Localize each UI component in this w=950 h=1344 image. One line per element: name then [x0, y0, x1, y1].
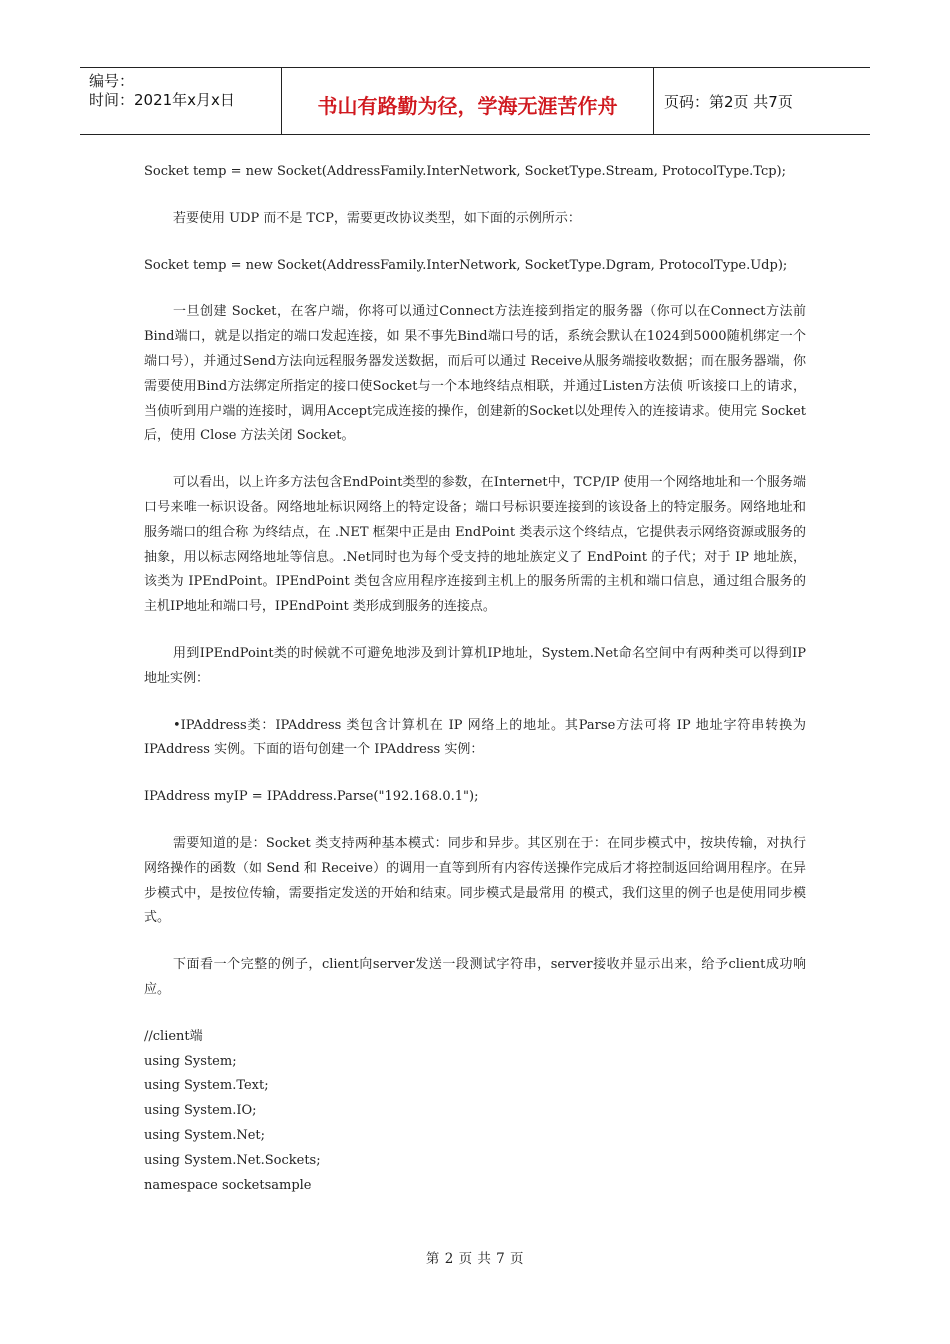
number-label: 编号：	[89, 72, 135, 90]
header-meta	[80, 68, 282, 134]
code-line-udp-socket: Socket temp = new Socket(AddressFamily.InterNetwork, SocketType.Dgram, ProtocolType.Udp);	[144, 257, 788, 273]
paragraph-socket-usage: 一旦创建 Socket，在客户端，你将可以通过Connect方法连接到指定的服务器（你可以在Connect方法前Bind端口，就是以指定的端口发起连接，如 果不事先Bind端口号的话，系统会默认在1024到5000随机绑定一个端口号），并通过Send方法向远程服务器发送数据，而后可以通过 Receive从服务端接收数据；而在服务器端，你需要使用Bind方法绑定所指定的接口使Socket与一个本地终结点相联，并通过Listen方法侦 听该接口上的请求，当侦听到用户端的连接时，调用Accept完成连接的操作，创建新的Socket以处理传入的连接请求。使用完 Socket 后，使用 Close 方法关闭 Socket。	[144, 304, 806, 444]
paragraph-sync-async: 需要知道的是：Socket 类支持两种基本模式：同步和异步。其区别在于：在同步模式中，按块传输，对执行网络操作的函数（如 Send 和 Receive）的调用一直等到所有内容传送操作完成后才将控制返回给调用程序。在异步模式中，是按位传输，需要指定发送的开始和结束。同步模式是最常用 的模式，我们这里的例子也是使用同步模式。	[144, 835, 806, 926]
code-line: using System;	[144, 1053, 237, 1069]
footer-page-number: 第 2 页 共 7 页	[425, 1251, 525, 1267]
code-line-ipaddress-parse: IPAddress myIP = IPAddress.Parse("192.168.0.1");	[144, 789, 479, 805]
code-line: using System.Text;	[144, 1078, 269, 1094]
page-footer	[0, 1247, 950, 1267]
header-motto: 书山有路勤为径，学海无涯苦作舟	[282, 68, 654, 134]
header-page-info: 页码：第2页 共7页	[664, 92, 793, 111]
time-label: 时间：2021年x月x日	[89, 91, 235, 109]
paragraph-ipaddress-class: •IPAddress类：IPAddress 类包含计算机在 IP 网络上的地址。其Parse方法可将 IP 地址字符串转换为 IPAddress 实例。下面的语句创建一个 IPAddress 实例：	[144, 717, 806, 758]
code-block-client	[144, 1025, 806, 1199]
paragraph-udp-note: 若要使用 UDP 而不是 TCP，需要更改协议类型，如下面的示例所示：	[173, 210, 581, 226]
code-line: using System.IO;	[144, 1103, 257, 1119]
document-body	[144, 160, 806, 1198]
page-header	[80, 67, 870, 135]
code-line: //client端	[144, 1028, 203, 1044]
paragraph-endpoint: 可以看出，以上许多方法包含EndPoint类型的参数，在Internet中，TCP/IP 使用一个网络地址和一个服务端口号来唯一标识设备。网络地址标识网络上的特定设备；端口号标识要连接到的该设备上的特定服务。网络地址和服务端口的组合称 为终结点，在 .NET 框架中正是由 EndPoint 类表示这个终结点，它提供表示网络资源或服务的抽象，用以标志网络地址等信息。.Net同时也为每个受支持的地址族定义了 EndPoint 的子代；对于 IP 地址族，该类为 IPEndPoint。IPEndPoint 类包含应用程序连接到主机上的服务所需的主机和端口信息，通过组合服务的主机IP地址和端口号，IPEndPoint 类形成到服务的连接点。	[144, 475, 806, 615]
paragraph-example-intro: 下面看一个完整的例子，client向server发送一段测试字符串，server接收并显示出来，给予client成功响应。	[144, 957, 806, 997]
code-line: using System.Net.Sockets;	[144, 1152, 321, 1168]
paragraph-ip-address: 用到IPEndPoint类的时候就不可避免地涉及到计算机IP地址，System.Net命名空间中有两种类可以得到IP地址实例：	[144, 645, 806, 686]
code-line: namespace socketsample	[144, 1177, 312, 1193]
code-line-tcp-socket: Socket temp = new Socket(AddressFamily.InterNetwork, SocketType.Stream, ProtocolType.Tcp);	[144, 164, 787, 179]
code-line: using System.Net;	[144, 1127, 265, 1143]
